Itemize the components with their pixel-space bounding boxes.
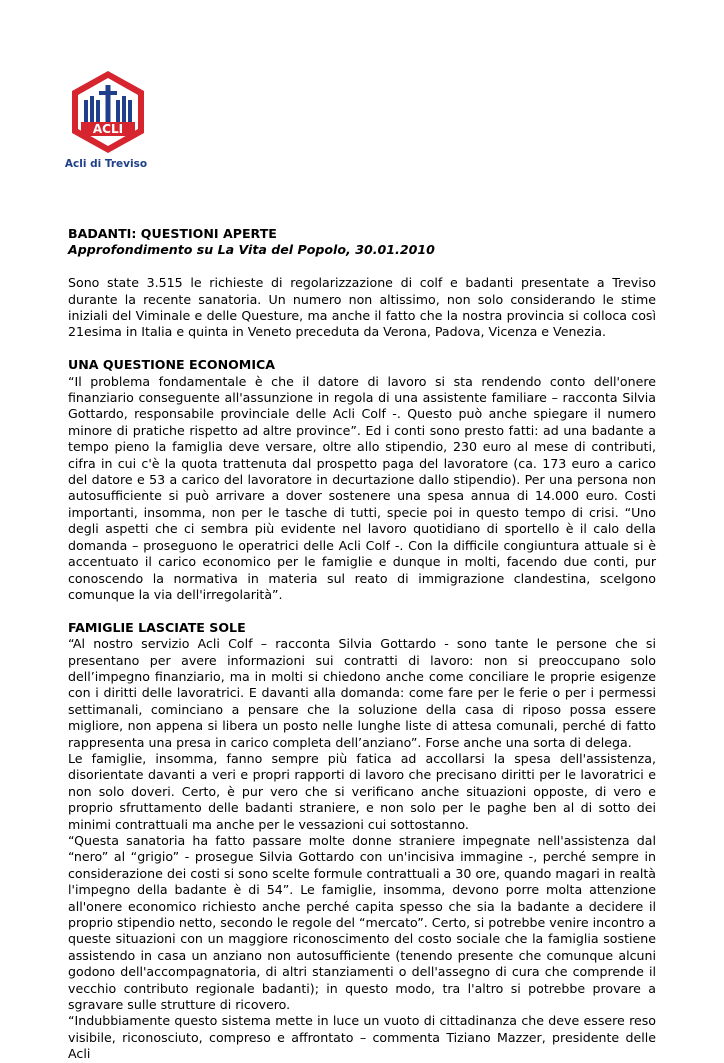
article [68, 226, 656, 1063]
logo-wordmark: ACLI [92, 122, 124, 136]
section-heading: UNA QUESTIONE ECONOMICA [68, 357, 276, 373]
acli-emblem-icon [68, 68, 148, 156]
article-title: BADANTI: QUESTIONI APERTE [68, 226, 277, 241]
org-caption: Acli di Treviso [64, 158, 148, 170]
section-paragraph: “Al nostro servizio Acli Colf – racconta Silvia Gottardo - sono tante le persone che si presentano per avere informazioni sui contratti di lavoro: non si preoccupano solo dell’impegno finanziario, ma in molti si chiedono anche come conciliare le proprie esigenze con i diritti delle lavoratrici. E davanti alla domanda: come fare per le ferie o per i permessi settimanali, cominciano a pensare che la soluzione della casa di riposo possa essere migliore, non appena si libera un posto nelle lunghe liste di attesa comunali, perché di fatto rappresenta una presa in carico completa dell’anziano”. Forse anche una sorta di delega. [68, 636, 656, 750]
section-paragraph: Le famiglie, insomma, fanno sempre più fatica ad accollarsi la spesa dell'assistenza, disorientate davanti a veri e propri rapporti di lavoro che precisano diritti per le lavoratrici e non solo doveri. Certo, è pur vero che si verificano anche situazioni opposte, di vero e proprio sfruttamento delle badanti straniere, e non solo per le paghe ben al di sotto dei minimi contrattuali ma anche per le vessazioni cui sottostanno. [68, 750, 656, 832]
section-paragraph: “Il problema fondamentale è che il datore di lavoro si sta rendendo conto dell'onere finanziario conseguente all'assunzione in regola di una assistente familiare – racconta Silvia Gottardo, responsabile provinciale delle Acli Colf -. Questo può anche spiegare il numero minore di pratiche rispetto ad altre province”. Ed i conti sono presto fatti: ad una badante a tempo pieno la famiglia deve versare, oltre allo stipendio, 230 euro al mese di contributi, cifra in cui c'è la quota trattenuta dal prospetto paga del lavoratore (ca. 173 euro a carico del datore e 53 a carico del lavoratore in decurtazione dallo stipendio). Per una persona non autosufficiente si può arrivare a dover sostenere una spesa annua di 14.000 euro. Costi importanti, insomma, non per le tasche di tutti, specie poi in questo tempo di crisi. “Uno degli aspetti che ci sembra più evidente nel lavoro quotidiano di sportello è il calo della domanda – proseguono le operatrici delle Acli Colf -. Con la difficile congiuntura attuale si è accentuato il carico economico per le famiglie e dunque in molti, facendo due conti, pur conoscendo la normativa in materia sul reato di immigrazione clandestina, scelgono comunque la via dell'irregolarità”. [68, 373, 656, 602]
acli-logo [66, 68, 150, 170]
section-heading: FAMIGLIE LASCIATE SOLE [68, 619, 246, 635]
section-paragraph: “Questa sanatoria ha fatto passare molte donne straniere impegnate nell'assistenza dal “nero” al “grigio” - prosegue Silvia Gottardo con un'incisiva immagine -, perché sempre in considerazione dei costi si sono scelte formule contrattuali a 30 ore, quando magari in realtà l'impegno della badante è di 54”. Le famiglie, insomma, devono porre molta attenzione all'onere economico richiesto anche perché capita spesso che sia la badante a decidere il proprio stipendio netto, secondo le regole del “mercato”. Certo, si potrebbe venire incontro a queste situazioni con un maggiore riconoscimento del costo sociale che la famiglia sostiene assistendo in casa un anziano non autosufficiente (tenendo presente che comunque alcuni godono dell'accompagnatoria, di altri stanziamenti o dell'assegno di cura che comprende il vecchio contributo regionale badanti); in questo modo, tra l'altro si potrebbe provare a sgravare sulle strutture di ricovero. [68, 832, 656, 1013]
article-intro: Sono state 3.515 le richieste di regolarizzazione di colf e badanti presentate a Treviso durante la recente sanatoria. Un numero non altissimo, non solo considerando le stime iniziali del Viminale e delle Questure, ma anche il fatto che la nostra provincia si colloca così 21esima in Italia e quinta in Veneto preceduta da Verona, Padova, Vicenza e Venezia. [68, 275, 656, 340]
article-subtitle: Approfondimento su La Vita del Popolo, 30.01.2010 [68, 242, 435, 258]
section-paragraph: “Indubbiamente questo sistema mette in luce un vuoto di cittadinanza che deve essere reso visibile, riconosciuto, compreso e affrontato – commenta Tiziano Mazzer, presidente delle Acli [68, 1013, 656, 1062]
